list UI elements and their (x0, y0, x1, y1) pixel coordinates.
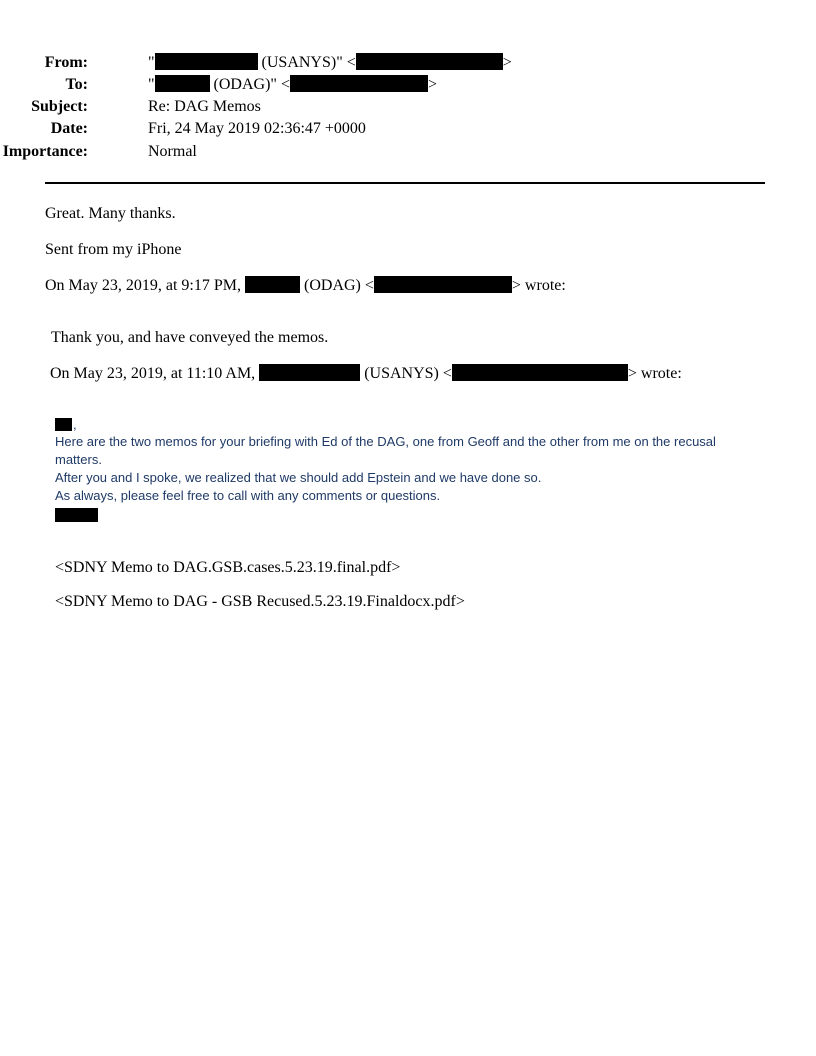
memo-paragraph-3: As always, please feel free to call with any comments or questions. (55, 488, 441, 503)
quote2-mid: (USANYS) < (360, 365, 452, 382)
from-suffix: (USANYS)" < (257, 54, 356, 71)
reply-text-2: Thank you, and have conveyed the memos. (51, 329, 329, 346)
redacted-quote1-name (245, 276, 300, 293)
memo-paragraph-1: Here are the two memos for your briefing with Ed of the DAG, one from Geoff and the other from me on the recusal matters. (55, 434, 716, 467)
redacted-to-email (290, 75, 428, 92)
date-value: Fri, 24 May 2019 02:36:47 +0000 (148, 120, 366, 137)
redacted-quote2-email (452, 364, 628, 381)
to-open-quote: " (148, 76, 155, 93)
from-open-quote: " (148, 54, 155, 71)
importance-label: Importance: (2, 143, 88, 160)
quote1-prefix: On May 23, 2019, at 9:17 PM, (45, 277, 245, 294)
from-label: From: (44, 54, 88, 71)
to-close: > (427, 76, 437, 93)
date-label: Date: (50, 120, 88, 137)
from-value (148, 52, 512, 74)
redacted-greeting-name (55, 418, 72, 431)
from-row (0, 52, 760, 74)
reply-text: Great. Many thanks. (45, 205, 176, 222)
attachment-1[interactable]: <SDNY Memo to DAG.GSB.cases.5.23.19.final.pdf> (55, 559, 401, 576)
header-divider (45, 182, 765, 184)
from-close: > (502, 54, 512, 71)
quote1-suffix: > wrote: (511, 277, 566, 294)
to-value (148, 74, 437, 96)
date-row (0, 118, 760, 140)
attachment-2[interactable]: <SDNY Memo to DAG - GSB Recused.5.23.19.Finaldocx.pdf> (55, 593, 465, 610)
to-row (0, 74, 760, 96)
to-suffix: (ODAG)" < (209, 76, 290, 93)
quote2-prefix: On May 23, 2019, at 11:10 AM, (50, 365, 260, 382)
importance-value: Normal (148, 143, 197, 160)
redacted-from-name (155, 53, 258, 70)
subject-value: Re: DAG Memos (148, 98, 261, 115)
quote-header-2 (50, 364, 682, 384)
importance-row (0, 141, 760, 163)
redacted-quote1-email (374, 276, 512, 293)
to-label: To: (65, 76, 88, 93)
redacted-to-name (155, 75, 210, 92)
quote1-mid: (ODAG) < (300, 277, 374, 294)
subject-label: Subject: (31, 98, 88, 115)
redacted-from-email (356, 53, 503, 70)
quote2-suffix: > wrote: (627, 365, 682, 382)
redacted-signature-name (55, 508, 98, 522)
subject-row (0, 96, 760, 118)
redacted-quote2-name (259, 364, 360, 381)
quote-header-1 (45, 276, 566, 296)
greeting-comma: , (73, 417, 77, 432)
signature-text: Sent from my iPhone (45, 241, 182, 258)
memo-paragraph-2: After you and I spoke, we realized that we should add Epstein and we have done so. (55, 470, 542, 485)
